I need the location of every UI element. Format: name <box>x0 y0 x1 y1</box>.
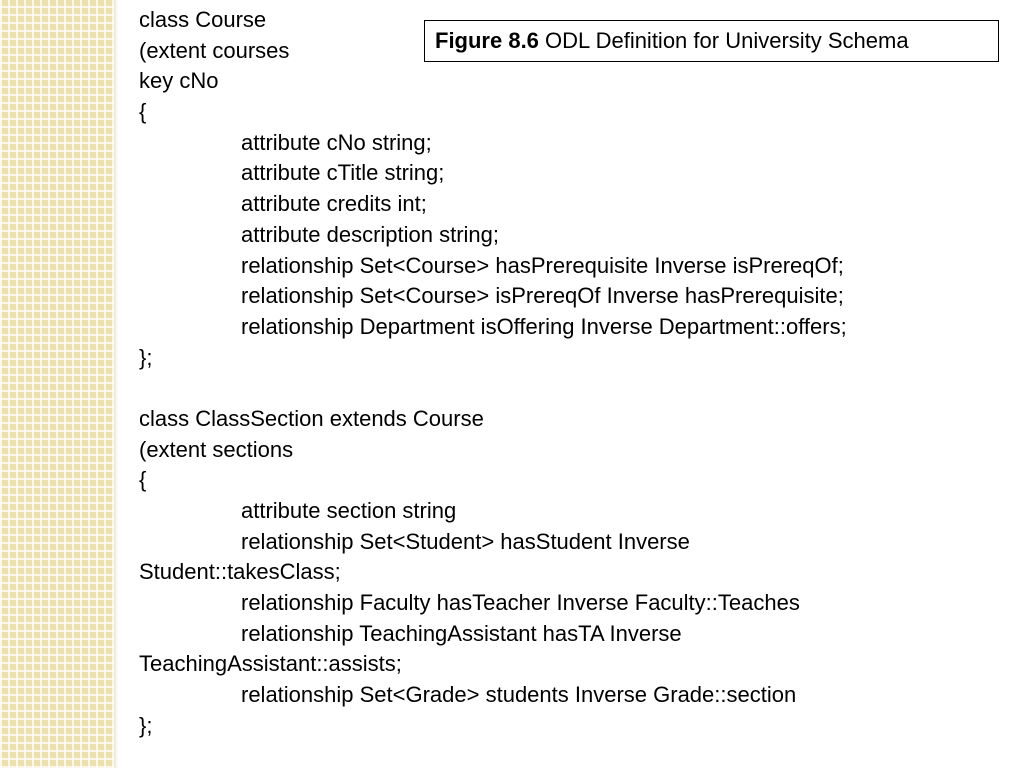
code-line: class Course <box>139 7 267 32</box>
code-line: TeachingAssistant::assists; <box>139 651 402 677</box>
code-line: relationship TeachingAssistant hasTA Inverse <box>241 620 682 646</box>
code-line: relationship Set<Course> isPrereqOf Inverse hasPrerequisite; <box>241 283 844 309</box>
figure-label: Figure 8.6 <box>435 28 539 53</box>
code-line: relationship Faculty hasTeacher Inverse Faculty::Teaches <box>241 590 800 616</box>
code-line: relationship Department isOffering Inverse Department::offers; <box>241 313 847 339</box>
code-line: relationship Set<Course> hasPrerequisite Inverse isPrereqOf; <box>241 252 844 278</box>
code-line: (extent courses <box>139 37 290 63</box>
code-line: class ClassSection extends Course <box>139 405 484 431</box>
code-line: }; <box>139 712 153 738</box>
odl-code-block <box>139 5 847 742</box>
code-line: key cNo <box>139 68 219 94</box>
code-line: { <box>139 99 147 125</box>
code-line: (extent sections <box>139 436 294 462</box>
code-line-blank <box>139 373 847 404</box>
code-line: }; <box>139 344 153 370</box>
sidebar-edge-shadow <box>114 0 118 768</box>
code-line: relationship Set<Grade> students Inverse Grade::section <box>241 682 797 708</box>
code-line: attribute credits int; <box>241 191 427 217</box>
figure-title: ODL Definition for University Schema <box>545 28 909 53</box>
decorative-sidebar <box>0 0 114 768</box>
code-line: attribute cNo string; <box>241 129 432 155</box>
code-line: { <box>139 467 147 493</box>
code-line: relationship Set<Student> hasStudent Inverse <box>241 528 690 554</box>
code-line: Student::takesClass; <box>139 559 341 585</box>
code-line: attribute section string <box>241 498 457 523</box>
code-line: attribute cTitle string; <box>241 160 445 186</box>
code-line: attribute description string; <box>241 221 500 247</box>
